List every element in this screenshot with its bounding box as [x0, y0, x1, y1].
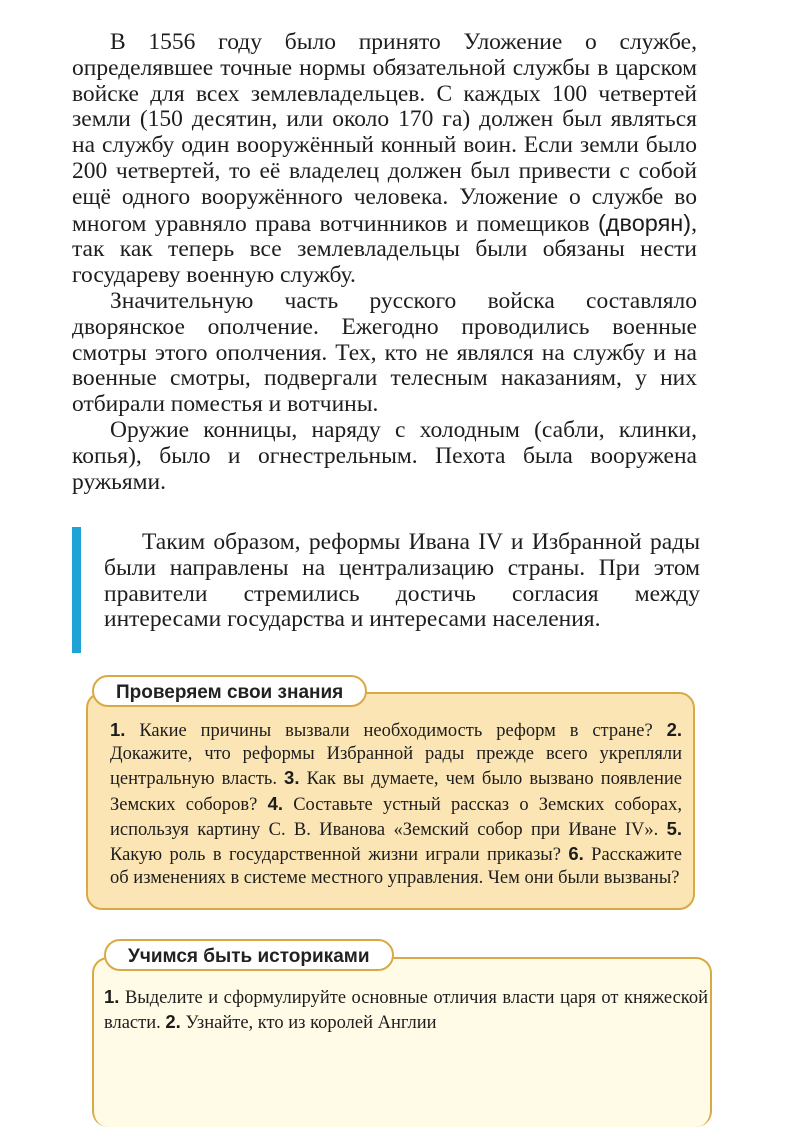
paragraph-text: , так как теперь все землевладельцы были обязаны нести государеву военную службу. [72, 210, 697, 289]
question-text: Узнайте, кто из королей Англии [180, 1013, 437, 1034]
question-text: Какие причины вызвали необходимость реформ в стране? [125, 721, 667, 741]
historians-task-box [92, 957, 712, 1127]
historians-questions [104, 985, 708, 1035]
summary-accent-bar [72, 527, 81, 653]
question-text: Составьте устный рассказ о Земских соборах, используя картину С. В. Иванова «Земский собор при Иване IV». [110, 794, 683, 840]
question-text: Как вы думаете, чем было вызвано появление Земских соборов? [110, 769, 682, 815]
question-text: Докажите, что реформы Избранной рады прежде всего укрепляли центральную власть. [110, 744, 682, 790]
question-text: Расскажите об изменениях в системе местного управления. Чем они были вызваны? [110, 845, 682, 889]
knowledge-questions [110, 718, 682, 890]
question-number: 6. [568, 843, 584, 865]
question-number: 2. [666, 719, 682, 740]
question-number: 2. [165, 1011, 181, 1033]
question-text: Выделите и сформулируйте основные отличия власти царя от княжеской власти. [104, 988, 708, 1034]
paragraph-text: В 1556 году было принято Уложение о службе, определявшее точные нормы обязательной службы в царском войске для всех землевладельцев. С каждых 100 четвертей земли (150 десятин, или около 170 га) должен был являться на службу один вооружённый конный воин. Если земли было 200 четвертей, то её владелец должен был привести с собой ещё одного вооружённого человека. Уложение о службе во многом уравняло права вотчинников и помещиков [72, 29, 697, 237]
main-text [72, 30, 697, 495]
summary-text: Таким образом, реформы Ивана IV и Избранной рады были направлены на централизацию страны. При этом правители стремились достичь согласия между интересами государства и интересами населения. [104, 529, 700, 633]
paragraph-weapons: Оружие конницы, наряду с холодным (сабли, клинки, копья), было и огнестрельным. Пехота была вооружена ружьями. [72, 416, 697, 495]
question-number: 1. [104, 986, 120, 1007]
paragraph-service-code [72, 30, 697, 289]
paragraph-militia: Значительную часть русского войска составляло дворянское ополчение. Ежегодно проводились военные смотры этого ополчения. Тех, кто не являлся на службу и на военные смотры, подвергали телесным наказаниям, у них отбирали поместья и вотчины. [72, 287, 697, 418]
term-dvoryane: (дворян) [597, 209, 692, 236]
question-number: 4. [267, 792, 283, 814]
question-text: Какую роль в государственной жизни играли приказы? [110, 845, 569, 866]
knowledge-check-title: Проверяем свои знания [92, 675, 367, 707]
summary-block [72, 527, 700, 653]
question-number: 1. [110, 719, 126, 740]
question-number: 5. [666, 817, 682, 839]
historians-task-title: Учимся быть историками [104, 939, 394, 971]
question-number: 3. [284, 767, 300, 789]
